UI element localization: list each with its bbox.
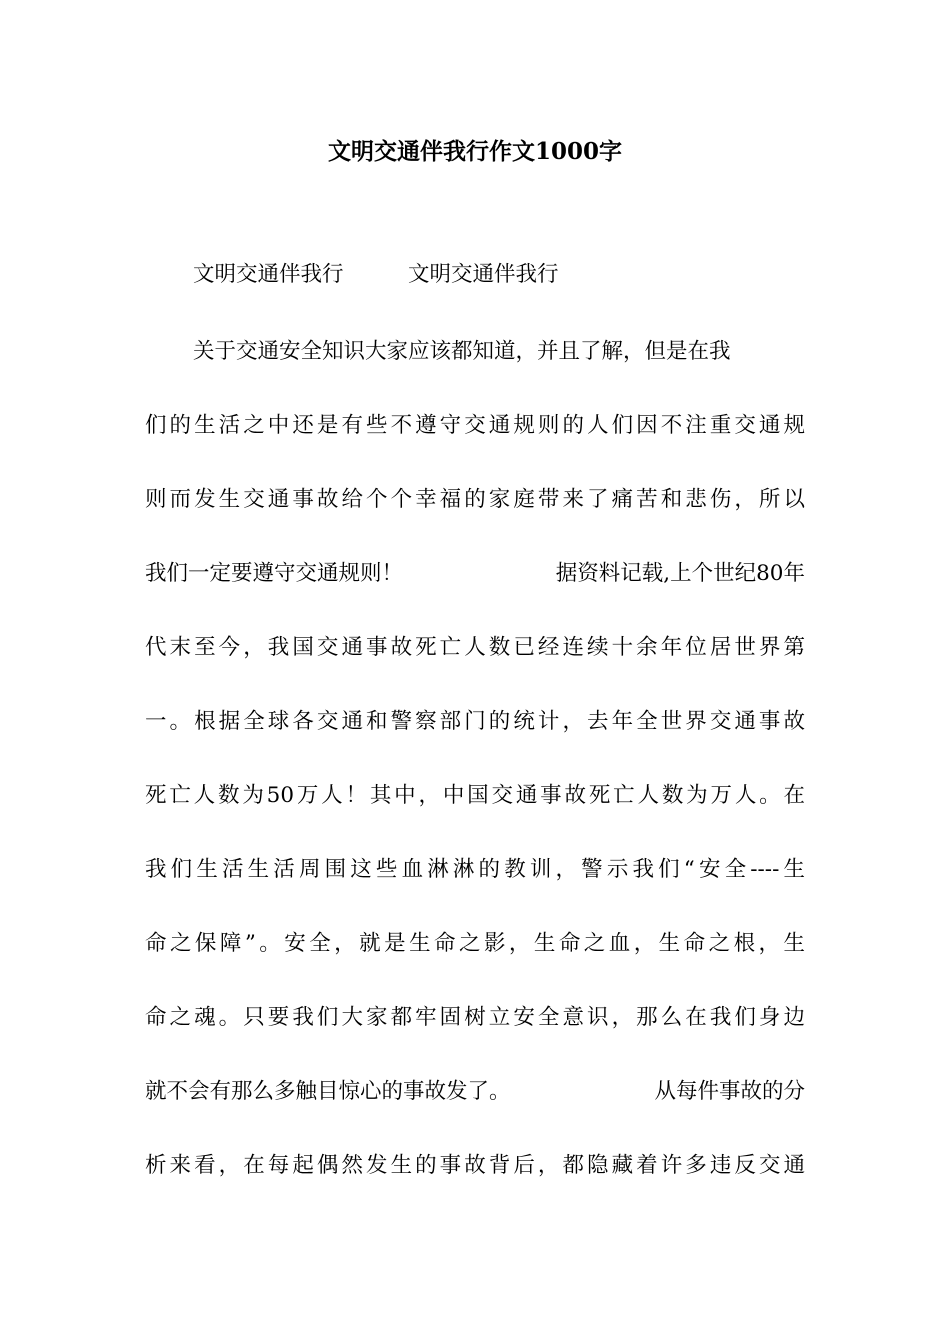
body-line: 析来看，在每起偶然发生的事故背后，都隐藏着许多违反交通 [145, 1153, 805, 1178]
body-line: 就不会有那么多触目惊心的事故发了。 [145, 1079, 511, 1104]
body-line: 一。根据全球各交通和警察部门的统计，去年全世界交通事故 [145, 709, 805, 734]
body-line: 死亡人数为50万人！其中，中国交通事故死亡人数为万人。在 [145, 783, 805, 808]
body-line: 则而发生交通事故给个个幸福的家庭带来了痛苦和悲伤，所以 [145, 487, 805, 512]
body-line: 据资料记载,上个世纪80年 [555, 561, 805, 586]
body-line: 代末至今，我国交通事故死亡人数已经连续十余年位居世界第 [145, 635, 805, 660]
body-line: 命之保障”。安全，就是生命之影，生命之血，生命之根，生 [145, 931, 805, 956]
body-line: 我们生活生活周围这些血淋淋的教训，警示我们“安全----生 [145, 857, 805, 882]
document-title: 文明交通伴我行作文1000字 [327, 138, 622, 165]
body-line: 从每件事故的分 [654, 1079, 805, 1104]
body-line: 们的生活之中还是有些不遵守交通规则的人们因不注重交通规 [145, 413, 805, 438]
body-line: 我们一定要遵守交通规则！ [145, 561, 404, 586]
subtitle-right: 文明交通伴我行 [408, 262, 559, 287]
body-line: 关于交通安全知识大家应该都知道，并且了解，但是在我 [193, 339, 731, 364]
body-line: 命之魂。只要我们大家都牢固树立安全意识，那么在我们身边 [145, 1005, 805, 1030]
subtitle-left: 文明交通伴我行 [193, 262, 344, 287]
